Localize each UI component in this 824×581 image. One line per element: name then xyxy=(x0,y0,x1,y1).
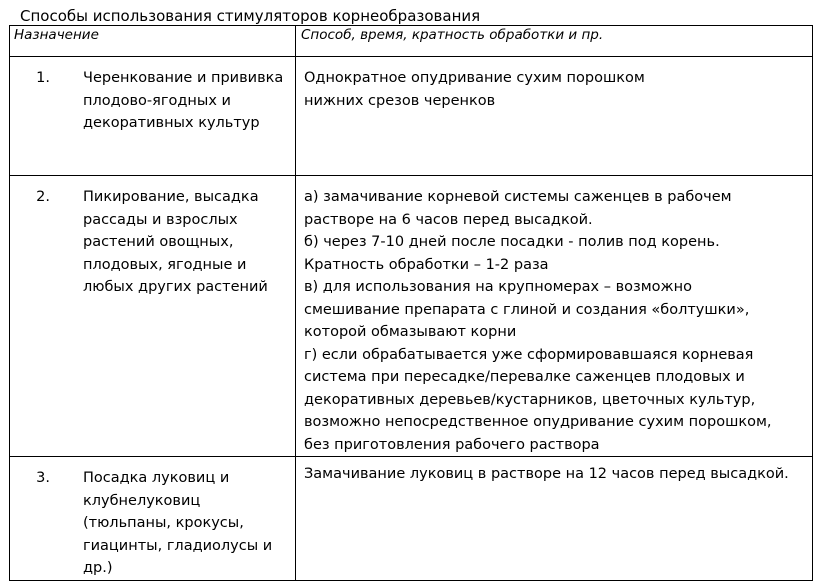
method-cell xyxy=(296,457,813,581)
table-row xyxy=(10,457,813,581)
method-line: которой обмазывают корни xyxy=(304,324,517,340)
method-line: смешивание препарата с глиной и создания «болтушки», xyxy=(304,301,750,318)
method-line: возможно непосредственное опудривание сухим порошком, xyxy=(304,414,772,430)
method-line: в) для использования на крупномерах – возможно xyxy=(304,279,692,295)
purpose-cell xyxy=(10,57,296,176)
table-header-row xyxy=(10,26,813,57)
row-number: 3. xyxy=(36,470,50,486)
table-row xyxy=(10,176,813,457)
method-line: а) замачивание корневой системы саженцев в рабочем xyxy=(304,189,732,205)
row-number: 1. xyxy=(36,70,50,86)
header-purpose: Назначение xyxy=(10,26,296,57)
method-line: г) если обрабатывается уже сформировавшаяся корневая xyxy=(304,346,754,363)
table-row xyxy=(10,57,813,176)
purpose-text: Черенкование и прививка плодово-ягодных и декоративных культур xyxy=(83,70,284,131)
purpose-cell xyxy=(10,457,296,581)
purpose-cell xyxy=(10,176,296,457)
row-number: 2. xyxy=(36,189,50,205)
method-line: б) через 7-10 дней после посадки - полив под корень. xyxy=(304,234,720,250)
method-cell xyxy=(296,57,813,176)
header-method: Способ, время, кратность обработки и пр. xyxy=(296,26,813,57)
method-line: растворе на 6 часов перед высадкой. xyxy=(304,211,593,228)
method-line: Однократное опудривание сухим порошком xyxy=(304,70,645,86)
method-line: без приготовления рабочего раствора xyxy=(304,436,600,453)
methods-table xyxy=(9,25,813,581)
method-line: нижних срезов черенков xyxy=(304,92,496,109)
page-title: Способы использования стимуляторов корнеобразования xyxy=(20,7,481,25)
method-line: Замачивание луковиц в растворе на 12 часов перед высадкой. xyxy=(304,466,789,482)
purpose-text: Пикирование, высадка рассады и взрослых растений овощных, плодовых, ягодные и любых других растений xyxy=(83,189,268,295)
method-line: декоративных деревьев/кустарников, цветочных культур, xyxy=(304,391,756,408)
purpose-text: Посадка луковиц и клубнелуковиц (тюльпаны, крокусы, гиацинты, гладиолусы и др.) xyxy=(83,470,273,576)
method-cell xyxy=(296,176,813,457)
method-line: система при пересадке/перевалке саженцев плодовых и xyxy=(304,369,745,385)
method-line: Кратность обработки – 1-2 раза xyxy=(304,256,549,273)
